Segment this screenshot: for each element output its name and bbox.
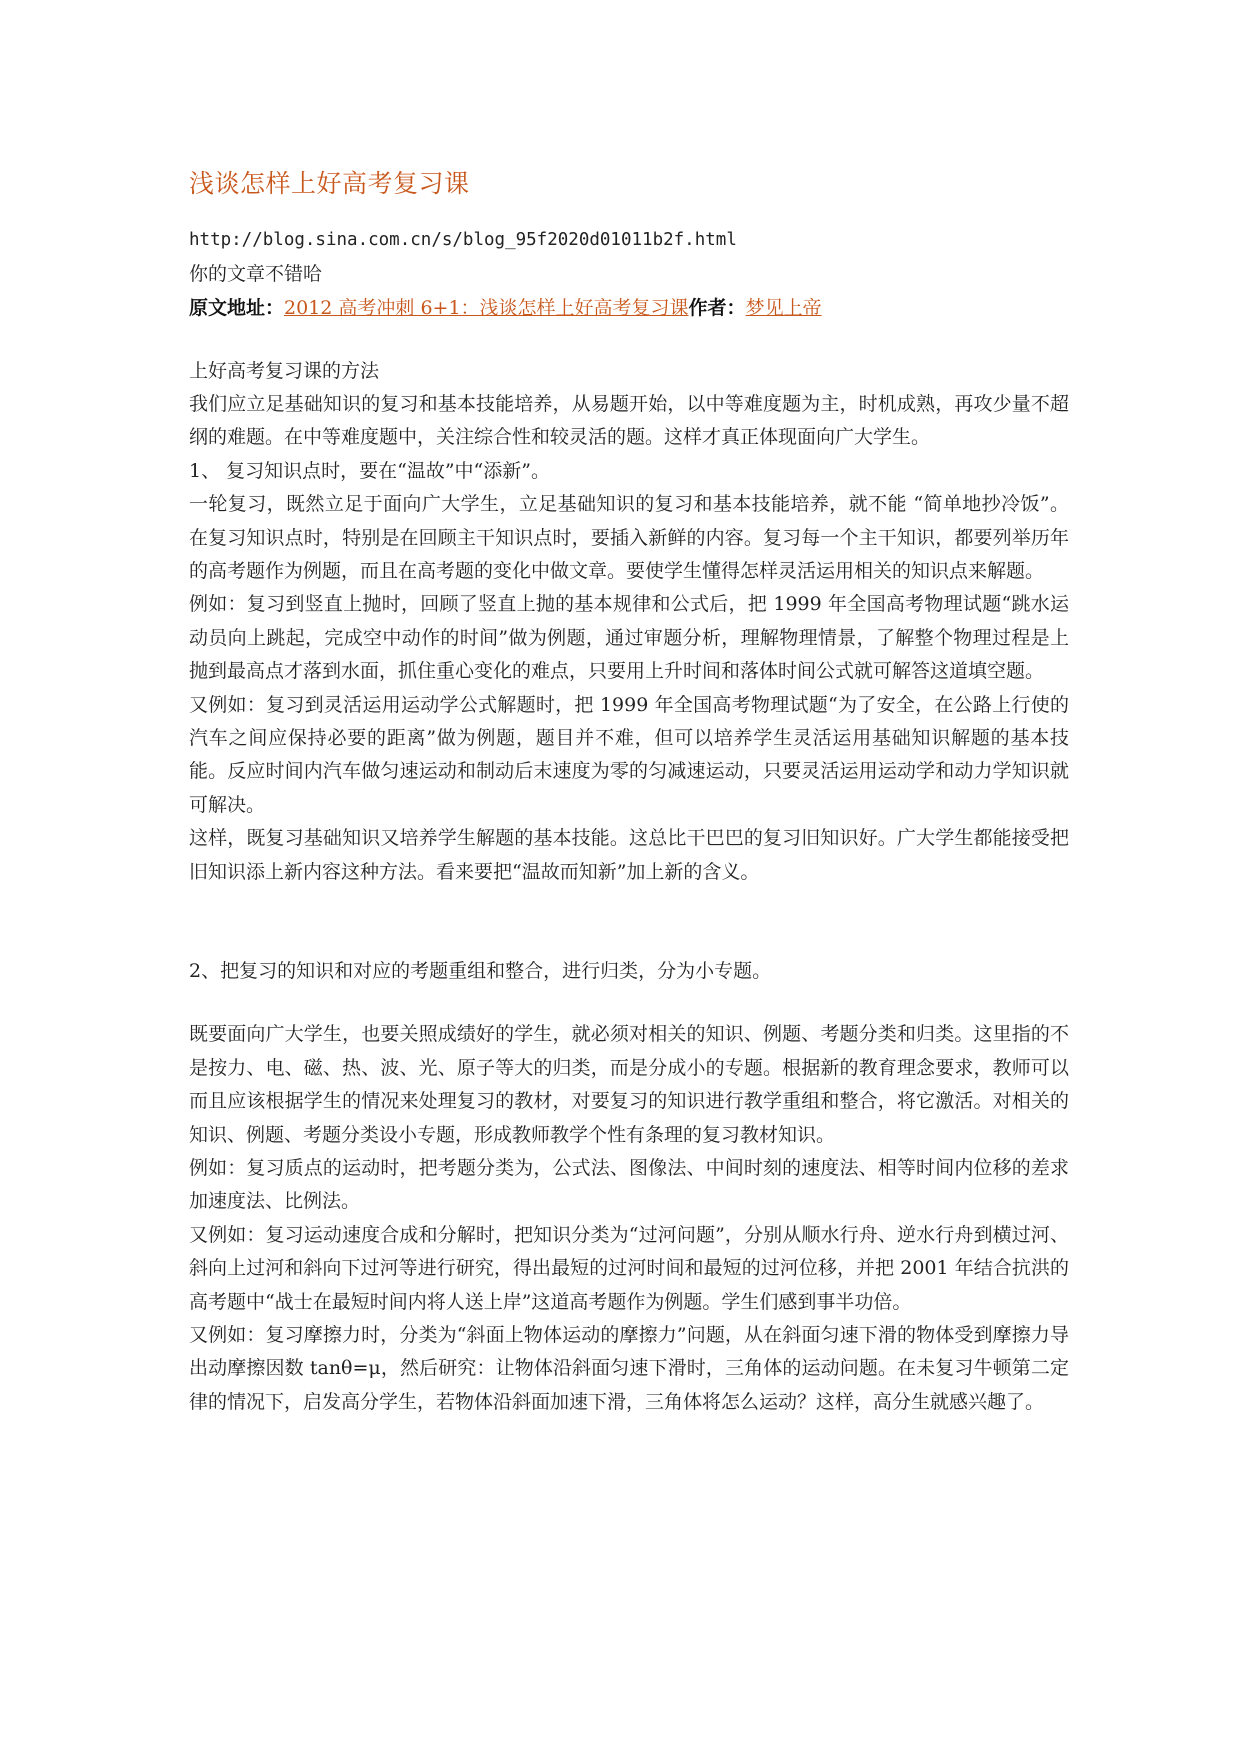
- paragraph: 这样，既复习基础知识又培养学生解题的基本技能。这总比干巴巴的复习旧知识好。广大学生都能接受把旧知识添上新内容这种方法。看来要把“温故而知新”加上新的含义。: [189, 827, 1069, 883]
- spacer: [189, 889, 1069, 955]
- source-url: http://blog.sina.com.cn/s/blog_95f2020d01011b2f.html: [189, 229, 737, 250]
- paragraph: 既要面向广大学生，也要关照成绩好的学生，就必须对相关的知识、例题、考题分类和归类。这里指的不是按力、电、磁、热、波、光、原子等大的归类，而是分成小的专题。根据新的教育理念要求，教师可以而且应该根据学生的情况来处理复习的教材，对要复习的知识进行教学重组和整合，将它激活。对相关的知识、例题、考题分类设小专题，形成教师教学个性有条理的复习教材知识。: [189, 1023, 1069, 1146]
- paragraph: 又例如：复习到灵活运用运动学公式解题时，把 1999 年全国高考物理试题“为了安全，在公路上行使的汽车之间应保持必要的距离”做为例题，题目并不难，但可以培养学生灵活运用基础知识解题的基本技能。反应时间内汽车做匀速运动和制动后末速度为零的匀减速运动，只要灵活运用运动学和动力学知识就可解决。: [189, 693, 1069, 816]
- author-link[interactable]: 梦见上帝: [745, 296, 822, 319]
- original-article-link[interactable]: 2012 高考冲刺 6+1：浅谈怎样上好高考复习课: [284, 296, 689, 319]
- section-heading: 上好高考复习课的方法: [189, 359, 380, 382]
- article-body: [189, 168, 1069, 1419]
- paragraph: 又例如：复习运动速度合成和分解时，把知识分类为“过河问题”，分别从顺水行舟、逆水行舟到横过河、斜向上过河和斜向下过河等进行研究，得出最短的过河时间和最短的过河位移，并把 2001 年结合抗洪的高考题中“战士在最短时间内将人送上岸”这道高考题作为例题。学生们感到事半功倍。: [189, 1223, 1069, 1313]
- paragraph: 例如：复习到竖直上抛时，回顾了竖直上抛的基本规律和公式后，把 1999 年全国高考物理试题“跳水运动员向上跳起，完成空中动作的时间”做为例题，通过审题分析，理解物理情景，了解整个物理过程是上抛到最高点才落到水面，抓住重心变化的难点，只要用上升时间和落体时间公式就可解答这道填空题。: [189, 593, 1069, 683]
- paragraph: 一轮复习，既然立足于面向广大学生，立足基础知识的复习和基本技能培养，就不能 “简单地抄冷饭”。在复习知识点时，特别是在回顾主干知识点时，要插入新鲜的内容。复习每一个主干知识，都要列举历年的高考题作为例题，而且在高考题的变化中做文章。要使学生懂得怎样灵活运用相关的知识点来解题。: [189, 493, 1069, 582]
- source-label: 原文地址：: [189, 296, 285, 319]
- paragraph: 又例如：复习摩擦力时，分类为“斜面上物体运动的摩擦力”问题，从在斜面匀速下滑的物体受到摩擦力导出动摩擦因数 tanθ=μ，然后研究：让物体沿斜面匀速下滑时，三角体的运动问题。在未复习牛顿第二定律的情况下，启发高分学生，若物体沿斜面加速下滑，三角体将怎么运动？这样，高分生就感兴趣了。: [189, 1324, 1069, 1413]
- point-2-heading: 2、把复习的知识和对应的考题重组和整合，进行归类，分为小专题。: [189, 960, 772, 982]
- point-1-heading: 1、 复习知识点时，要在“温故”中“添新”。: [189, 459, 550, 482]
- author-label: 作者：: [688, 296, 746, 319]
- spacer: [189, 325, 1069, 355]
- intro-paragraph: 我们应立足基础知识的复习和基本技能培养，从易题开始，以中等难度题为主，时机成熟，再攻少量不超纲的难题。在中等难度题中，关注综合性和较灵活的题。这样才真正体现面向广大学生。: [189, 392, 1069, 449]
- source-line: [189, 291, 1069, 325]
- article-title: 浅谈怎样上好高考复习课: [189, 169, 470, 198]
- paragraph: 例如：复习质点的运动时，把考题分类为，公式法、图像法、中间时刻的速度法、相等时间内位移的差求加速度法、比例法。: [189, 1157, 1069, 1213]
- comment-text: 你的文章不错哈: [189, 262, 323, 285]
- spacer: [189, 988, 1069, 1018]
